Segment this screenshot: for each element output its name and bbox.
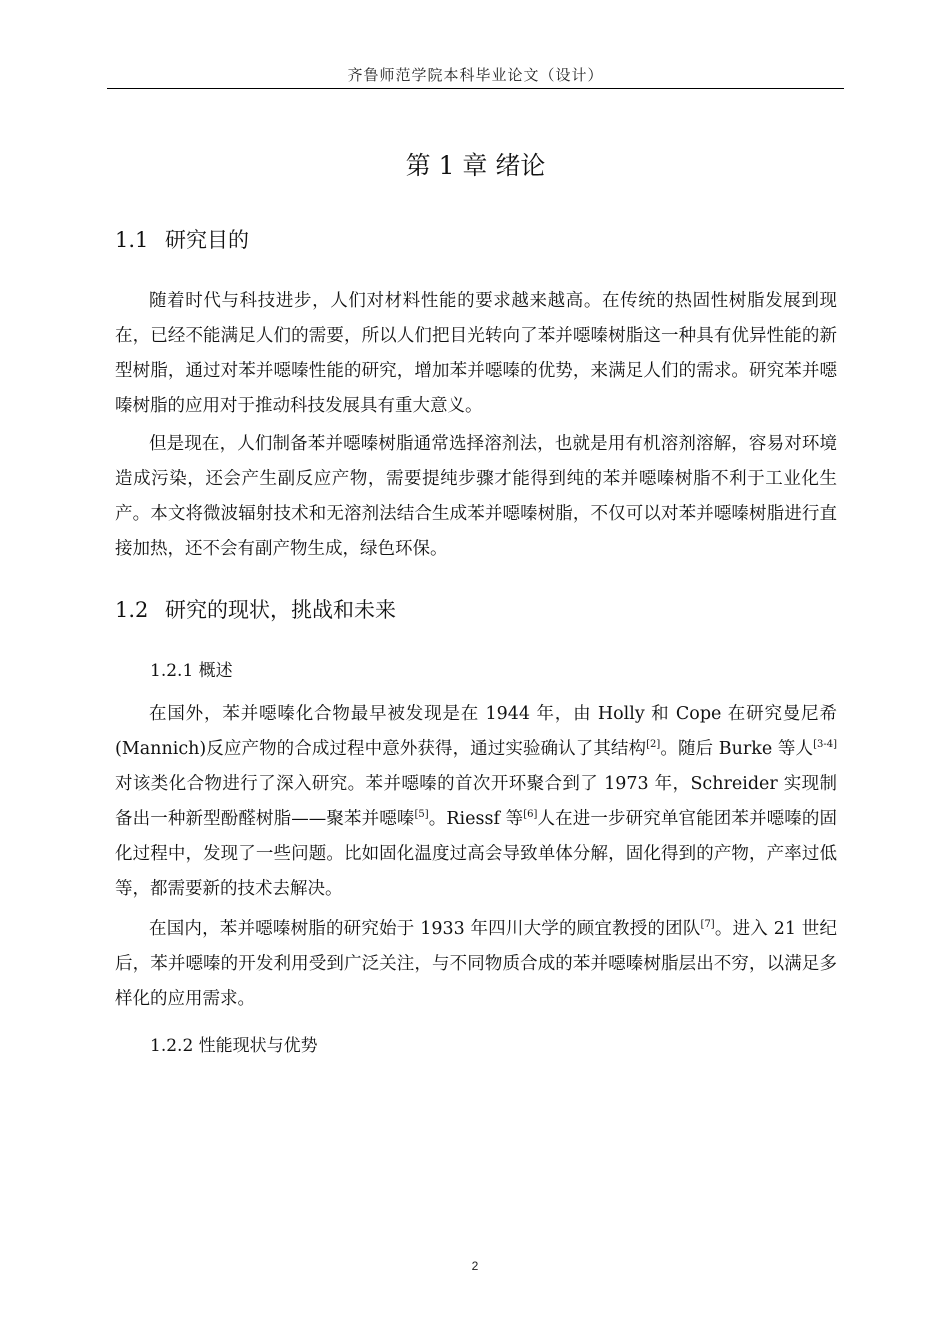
paragraph-3 [115,697,837,907]
chapter-title: 第 1 章 绪论 [405,151,546,180]
paragraph-2: 但是现在，人们制备苯并噁嗪树脂通常选择溶剂法，也就是用有机溶剂溶解，容易对环境造成污染，还会产生副反应产物，需要提纯步骤才能得到纯的苯并噁嗪树脂不利于工业化生产。本文将微波辐射技术和无溶剂法结合生成苯并噁嗪树脂，不仅可以对苯并噁嗪树脂进行直接加热，还不会有副产物生成，绿色环保。 [115,434,837,559]
section-number: 1.2 [115,598,149,622]
paragraph-1: 随着时代与科技进步，人们对材料性能的要求越来越高。在传统的热固性树脂发展到现在，已经不能满足人们的需要，所以人们把目光转向了苯并噁嗪树脂这一种具有优异性能的新型树脂，通过对苯并噁嗪性能的研究，增加苯并噁嗪的优势，来满足人们的需求。研究苯并噁嗪树脂的应用对于推动科技发展具有重大意义。 [115,291,837,416]
citation-ref: [7] [700,919,715,930]
text-run: 。随后 Burke 等人 [660,739,814,759]
citation-ref: [6] [523,809,538,820]
text-run: 。Riessf 等 [428,809,524,829]
text-run: 对该类化合物进行了深入研究。苯并噁嗪的首次开环聚合到了 1973 年，Schreider 实现制备出一种新型酚醛树脂——聚苯并噁嗪 [115,774,837,829]
text-run: 在国内，苯并噁嗪树脂的研究始于 1933 年四川大学的顾宜教授的团队 [149,919,701,939]
paragraph-4 [115,912,837,1017]
citation-ref: [3-4] [813,739,837,750]
citation-ref: [5] [414,809,429,820]
section-number: 1.1 [115,228,149,252]
page-number: 2 [471,1259,479,1273]
section-heading-1-2 [115,594,396,624]
running-header: 齐鲁师范学院本科毕业论文（设计） [347,66,604,84]
section-title: 研究的现状，挑战和未来 [165,598,396,622]
subsection-heading-1-2-2: 1.2.2 性能现状与优势 [150,1036,318,1056]
text-run: 人在进一步研究单官能团苯并噁嗪的固化过程中，发现了一些问题。比如固化温度过高会导致单体分解，固化得到的产物，产率过低等，都需要新的技术去解决。 [115,809,837,899]
text-run: 。进入 21 世纪后，苯并噁嗪的开发利用受到广泛关注，与不同物质合成的苯并噁嗪树脂层出不穷，以满足多样化的应用需求。 [115,919,837,1009]
header-divider [107,88,844,89]
subsection-heading-1-2-1: 1.2.1 概述 [150,661,233,681]
text-run: 在国外，苯并噁嗪化合物最早被发现是在 1944 年，由 Holly 和 Cope 在研究曼尼希(Mannich)反应产物的合成过程中意外获得，通过实验确认了其结构 [115,704,837,759]
section-title: 研究目的 [165,228,249,252]
section-heading-1-1 [115,224,249,254]
citation-ref: [2] [646,739,661,750]
